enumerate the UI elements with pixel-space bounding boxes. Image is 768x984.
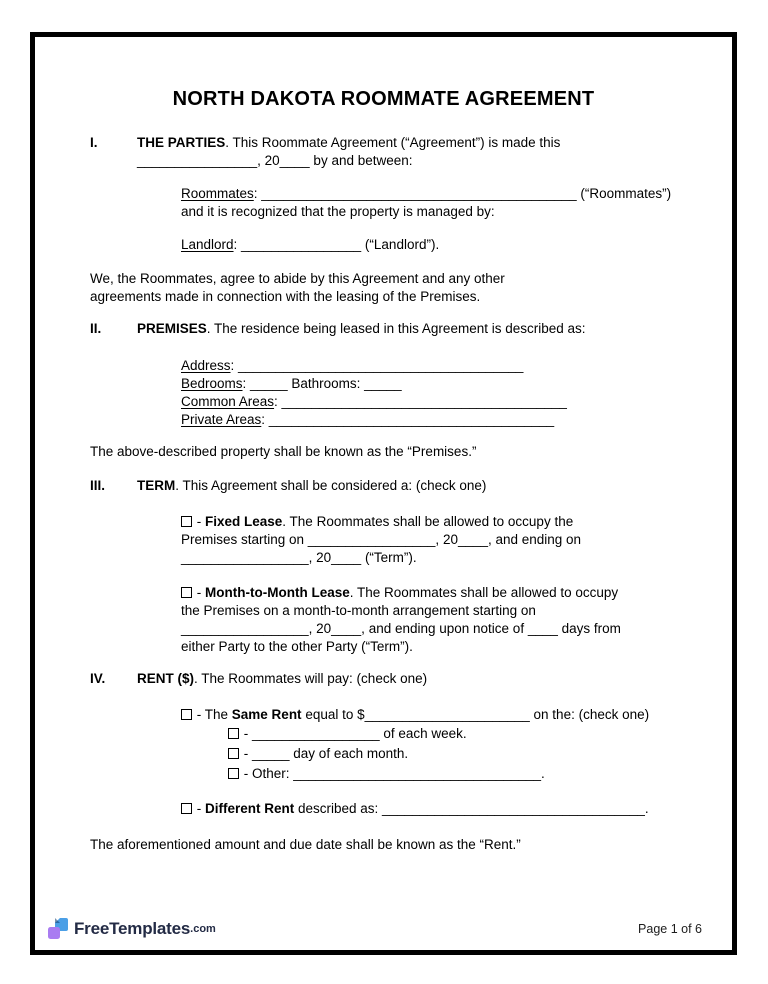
bathrooms-label: Bathrooms <box>291 376 357 391</box>
other-option-line <box>228 764 700 784</box>
checkbox-same-rent[interactable] <box>181 709 192 720</box>
section-parties-intro: . This Roommate Agreement (“Agreement”) is made this <box>225 135 561 150</box>
section-premises <box>90 320 700 338</box>
roommates-block <box>181 185 700 221</box>
date-blank-line: ________________, 20____ by and between: <box>137 153 413 168</box>
roommates-field-line <box>181 185 700 203</box>
different-rent-pre: - <box>193 801 205 816</box>
section-parties-heading-line1 <box>137 134 700 152</box>
landlord-blank: : ________________ (“Landlord”). <box>233 237 440 252</box>
section-parties-number: I. <box>90 135 98 150</box>
section-premises-intro: . The residence being leased in this Agreement is described as: <box>206 321 586 336</box>
month-to-month-option <box>181 584 700 656</box>
month-to-month-line3: _________________, 20____, and ending upon notice of ____ days from <box>181 621 621 636</box>
same-rent-pre: - The <box>193 707 232 722</box>
checkbox-month-to-month[interactable] <box>181 587 192 598</box>
logo-purple-square <box>48 927 60 939</box>
fixed-lease-option <box>181 513 700 567</box>
month-to-month-line1 <box>181 584 700 602</box>
other-option-text: - Other: _________________________________. <box>240 766 545 781</box>
checkbox-weekly[interactable] <box>228 728 239 739</box>
bedrooms-blank: : _____ <box>242 376 292 391</box>
checkbox-fixed-lease[interactable] <box>181 516 192 527</box>
bedrooms-bathrooms-line <box>181 375 700 393</box>
document-title: NORTH DAKOTA ROOMMATE AGREEMENT <box>172 88 595 110</box>
section-term-heading <box>137 477 700 495</box>
private-areas-field-line <box>181 411 700 429</box>
section-premises-title: PREMISES <box>137 321 207 336</box>
section-rent-heading <box>137 670 700 688</box>
freetemplates-logo-icon <box>48 918 69 940</box>
weekly-option-text: - _________________ of each week. <box>240 726 467 741</box>
same-rent-label: Same Rent <box>231 707 302 722</box>
fixed-lease-line3: _________________, 20____ (“Term”). <box>181 550 417 565</box>
pledge-line2: agreements made in connection with the leasing of the Premises. <box>90 289 481 304</box>
common-areas-field-line <box>181 393 700 411</box>
premises-outro <box>90 443 700 461</box>
address-label: Address <box>181 358 231 373</box>
landlord-block <box>181 236 700 254</box>
roommates-blank: : __________________________________________ (“Roommates”) <box>253 186 672 201</box>
section-term <box>90 477 700 495</box>
section-premises-number: II. <box>90 321 102 336</box>
section-rent-number: IV. <box>90 671 106 686</box>
document-page <box>30 32 737 955</box>
section-term-intro: . This Agreement shall be considered a: (check one) <box>175 478 487 493</box>
landlord-field-line <box>181 236 700 254</box>
rent-outro-line: The aforementioned amount and due date shall be known as the “Rent.” <box>90 837 521 852</box>
same-rent-line <box>181 706 700 724</box>
fixed-lease-text: . The Roommates shall be allowed to occupy the <box>282 514 574 529</box>
different-rent-option <box>181 800 700 818</box>
monthly-option-line <box>228 744 700 764</box>
section-parties <box>90 134 700 170</box>
common-areas-blank: : ______________________________________ <box>274 394 567 409</box>
document-body <box>90 134 700 854</box>
pledge-paragraph <box>90 270 700 306</box>
brand-suffix: .com <box>190 923 216 935</box>
section-rent-intro: . The Roommates will pay: (check one) <box>194 671 428 686</box>
checkbox-different-rent[interactable] <box>181 803 192 814</box>
section-premises-heading <box>137 320 700 338</box>
address-field-line <box>181 357 700 375</box>
bedrooms-label: Bedrooms <box>181 376 243 391</box>
same-rent-suboptions <box>228 724 700 784</box>
premises-fields <box>181 357 700 429</box>
fixed-lease-line1 <box>181 513 700 531</box>
common-areas-label: Common Areas <box>181 394 275 409</box>
landlord-label: Landlord <box>181 237 234 252</box>
rent-outro <box>90 836 700 854</box>
section-term-title: TERM <box>137 478 176 493</box>
fixed-lease-line2: Premises starting on _________________, 20____, and ending on <box>181 532 582 547</box>
different-rent-line <box>181 800 700 818</box>
pledge-line1: We, the Roommates, agree to abide by this Agreement and any other <box>90 271 505 286</box>
page-footer <box>48 915 702 943</box>
different-rent-label: Different Rent <box>205 801 295 816</box>
bathrooms-blank: : _____ <box>356 376 402 391</box>
private-areas-label: Private Areas <box>181 412 262 427</box>
different-rent-blank: described as: ___________________________________. <box>294 801 649 816</box>
section-parties-title: THE PARTIES <box>137 135 226 150</box>
same-rent-blank: equal to $______________________ on the: (check one) <box>301 707 650 722</box>
address-blank: : ______________________________________ <box>230 358 524 373</box>
roommates-label: Roommates <box>181 186 254 201</box>
premises-outro-line: The above-described property shall be known as the “Premises.” <box>90 444 477 459</box>
fixed-lease-label: Fixed Lease <box>205 514 283 529</box>
same-rent-option <box>181 706 700 784</box>
private-areas-blank: : ______________________________________ <box>261 412 555 427</box>
section-term-number: III. <box>90 478 106 493</box>
checkbox-other[interactable] <box>228 768 239 779</box>
weekly-option-line <box>228 724 700 744</box>
brand-name: FreeTemplates <box>74 919 191 938</box>
section-rent <box>90 670 700 688</box>
month-to-month-line2: the Premises on a month-to-month arrangement starting on <box>181 603 536 618</box>
checkbox-monthly[interactable] <box>228 748 239 759</box>
month-to-month-label: Month-to-Month Lease <box>205 585 350 600</box>
section-parties-heading <box>137 134 700 170</box>
section-rent-title: RENT ($) <box>137 671 194 686</box>
month-to-month-dash: - <box>193 585 205 600</box>
month-to-month-text: . The Roommates shall be allowed to occupy <box>349 585 619 600</box>
fixed-lease-dash: - <box>193 514 205 529</box>
month-to-month-line4: either Party to the other Party (“Term”). <box>181 639 413 654</box>
page-indicator: Page 1 of 6 <box>638 922 702 936</box>
roommates-managed-by-line: and it is recognized that the property is managed by: <box>181 204 495 219</box>
freetemplates-logo[interactable] <box>48 918 216 940</box>
monthly-option-text: - _____ day of each month. <box>240 746 409 761</box>
